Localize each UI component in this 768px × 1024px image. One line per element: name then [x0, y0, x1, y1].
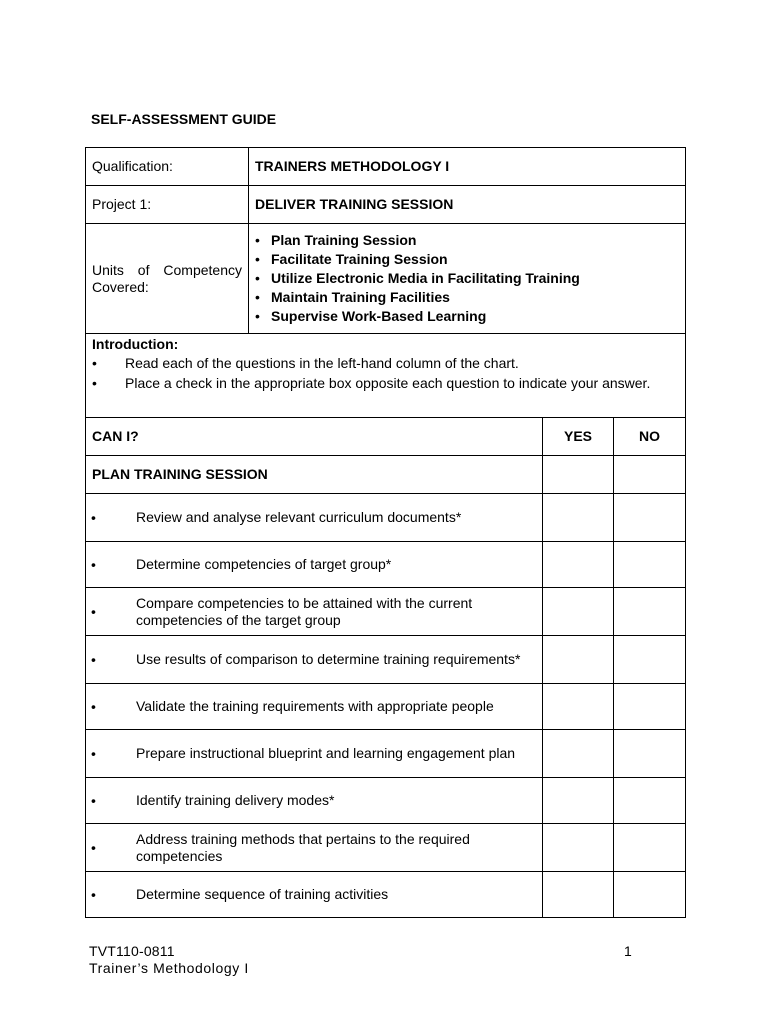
question-row [86, 542, 686, 588]
question-cell [86, 872, 543, 918]
yes-checkbox[interactable] [543, 684, 614, 730]
document-code: TVT110-0811 [89, 943, 175, 959]
no-checkbox[interactable] [614, 542, 686, 588]
question-text: Prepare instructional blueprint and learning engagement plan [136, 745, 516, 761]
question-cell [86, 824, 543, 872]
bullet: • [91, 886, 96, 902]
qualification-value: TRAINERS METHODOLOGY I [249, 148, 686, 186]
yes-checkbox[interactable] [543, 494, 614, 542]
units-row [86, 224, 686, 334]
project-label: Project 1: [86, 186, 249, 224]
unit-item: • Facilitate Training Session [255, 250, 679, 269]
units-list-cell [249, 224, 686, 334]
qualification-label: Qualification: [86, 148, 249, 186]
no-checkbox[interactable] [614, 456, 686, 494]
question-row [86, 824, 686, 872]
bullet: • [91, 745, 96, 761]
yes-checkbox[interactable] [543, 636, 614, 684]
question-cell [86, 684, 543, 730]
question-row [86, 494, 686, 542]
question-cell [86, 778, 543, 824]
yes-checkbox[interactable] [543, 730, 614, 778]
yes-checkbox[interactable] [543, 872, 614, 918]
bullet: • [91, 698, 96, 714]
bullet: • [91, 556, 96, 572]
bullet: • [91, 792, 96, 808]
question-row [86, 684, 686, 730]
yes-checkbox[interactable] [543, 824, 614, 872]
question-cell [86, 588, 543, 636]
introduction-row [86, 334, 686, 418]
no-header: NO [614, 418, 686, 456]
introduction-item: • Read each of the questions in the left-hand column of the chart. [92, 353, 679, 373]
yes-header: YES [543, 418, 614, 456]
units-label [92, 262, 242, 296]
question-row [86, 730, 686, 778]
question-text: Review and analyse relevant curriculum documents* [136, 509, 462, 525]
question-row [86, 636, 686, 684]
yes-checkbox[interactable] [543, 778, 614, 824]
footer [89, 943, 249, 977]
question-text: Determine sequence of training activities [136, 886, 389, 902]
question-text: Identify training delivery modes* [136, 792, 335, 808]
project-value: DELIVER TRAINING SESSION [249, 186, 686, 224]
yes-checkbox[interactable] [543, 588, 614, 636]
question-cell [86, 730, 543, 778]
question-row [86, 588, 686, 636]
no-checkbox[interactable] [614, 636, 686, 684]
units-list [255, 231, 679, 326]
question-cell [86, 542, 543, 588]
question-cell [86, 494, 543, 542]
unit-item: • Utilize Electronic Media in Facilitating Training [255, 269, 679, 288]
section-row [86, 456, 686, 494]
bullet: • [91, 839, 96, 855]
checklist-header-row [86, 418, 686, 456]
bullet: • [91, 603, 96, 619]
page-title: SELF-ASSESSMENT GUIDE [91, 111, 277, 127]
question-row [86, 872, 686, 918]
self-assessment-table [85, 147, 686, 918]
unit-item: • Plan Training Session [255, 231, 679, 250]
document-subtitle: Trainer’s Methodology I [89, 960, 249, 976]
no-checkbox[interactable] [614, 494, 686, 542]
yes-checkbox[interactable] [543, 456, 614, 494]
introduction-heading: Introduction: [92, 336, 179, 352]
no-checkbox[interactable] [614, 588, 686, 636]
no-checkbox[interactable] [614, 778, 686, 824]
units-label-line1: Units of Competency [92, 261, 242, 278]
question-cell [86, 636, 543, 684]
units-label-line2: Covered: [92, 278, 149, 295]
no-checkbox[interactable] [614, 730, 686, 778]
question-row [86, 778, 686, 824]
no-checkbox[interactable] [614, 872, 686, 918]
question-text: Determine competencies of target group* [136, 556, 392, 572]
no-checkbox[interactable] [614, 684, 686, 730]
yes-checkbox[interactable] [543, 542, 614, 588]
unit-item: • Supervise Work-Based Learning [255, 307, 679, 326]
can-i-header: CAN I? [86, 418, 543, 456]
project-row [86, 186, 686, 224]
unit-item: • Maintain Training Facilities [255, 288, 679, 307]
question-text: Compare competencies to be attained with the current competencies of the target group [136, 594, 473, 628]
question-text: Address training methods that pertains to the required competencies [136, 830, 470, 864]
introduction-list [92, 353, 679, 393]
no-checkbox[interactable] [614, 824, 686, 872]
question-text: Validate the training requirements with appropriate people [136, 698, 494, 714]
bullet: • [91, 509, 96, 525]
bullet: • [91, 651, 96, 667]
qualification-row [86, 148, 686, 186]
introduction-cell [86, 334, 686, 418]
question-text: Use results of comparison to determine training requirements* [136, 651, 521, 667]
page-number: 1 [624, 943, 632, 959]
units-label-cell [86, 224, 249, 334]
introduction-item: • Place a check in the appropriate box opposite each question to indicate your answer. [92, 373, 679, 393]
section-title: PLAN TRAINING SESSION [86, 456, 543, 494]
